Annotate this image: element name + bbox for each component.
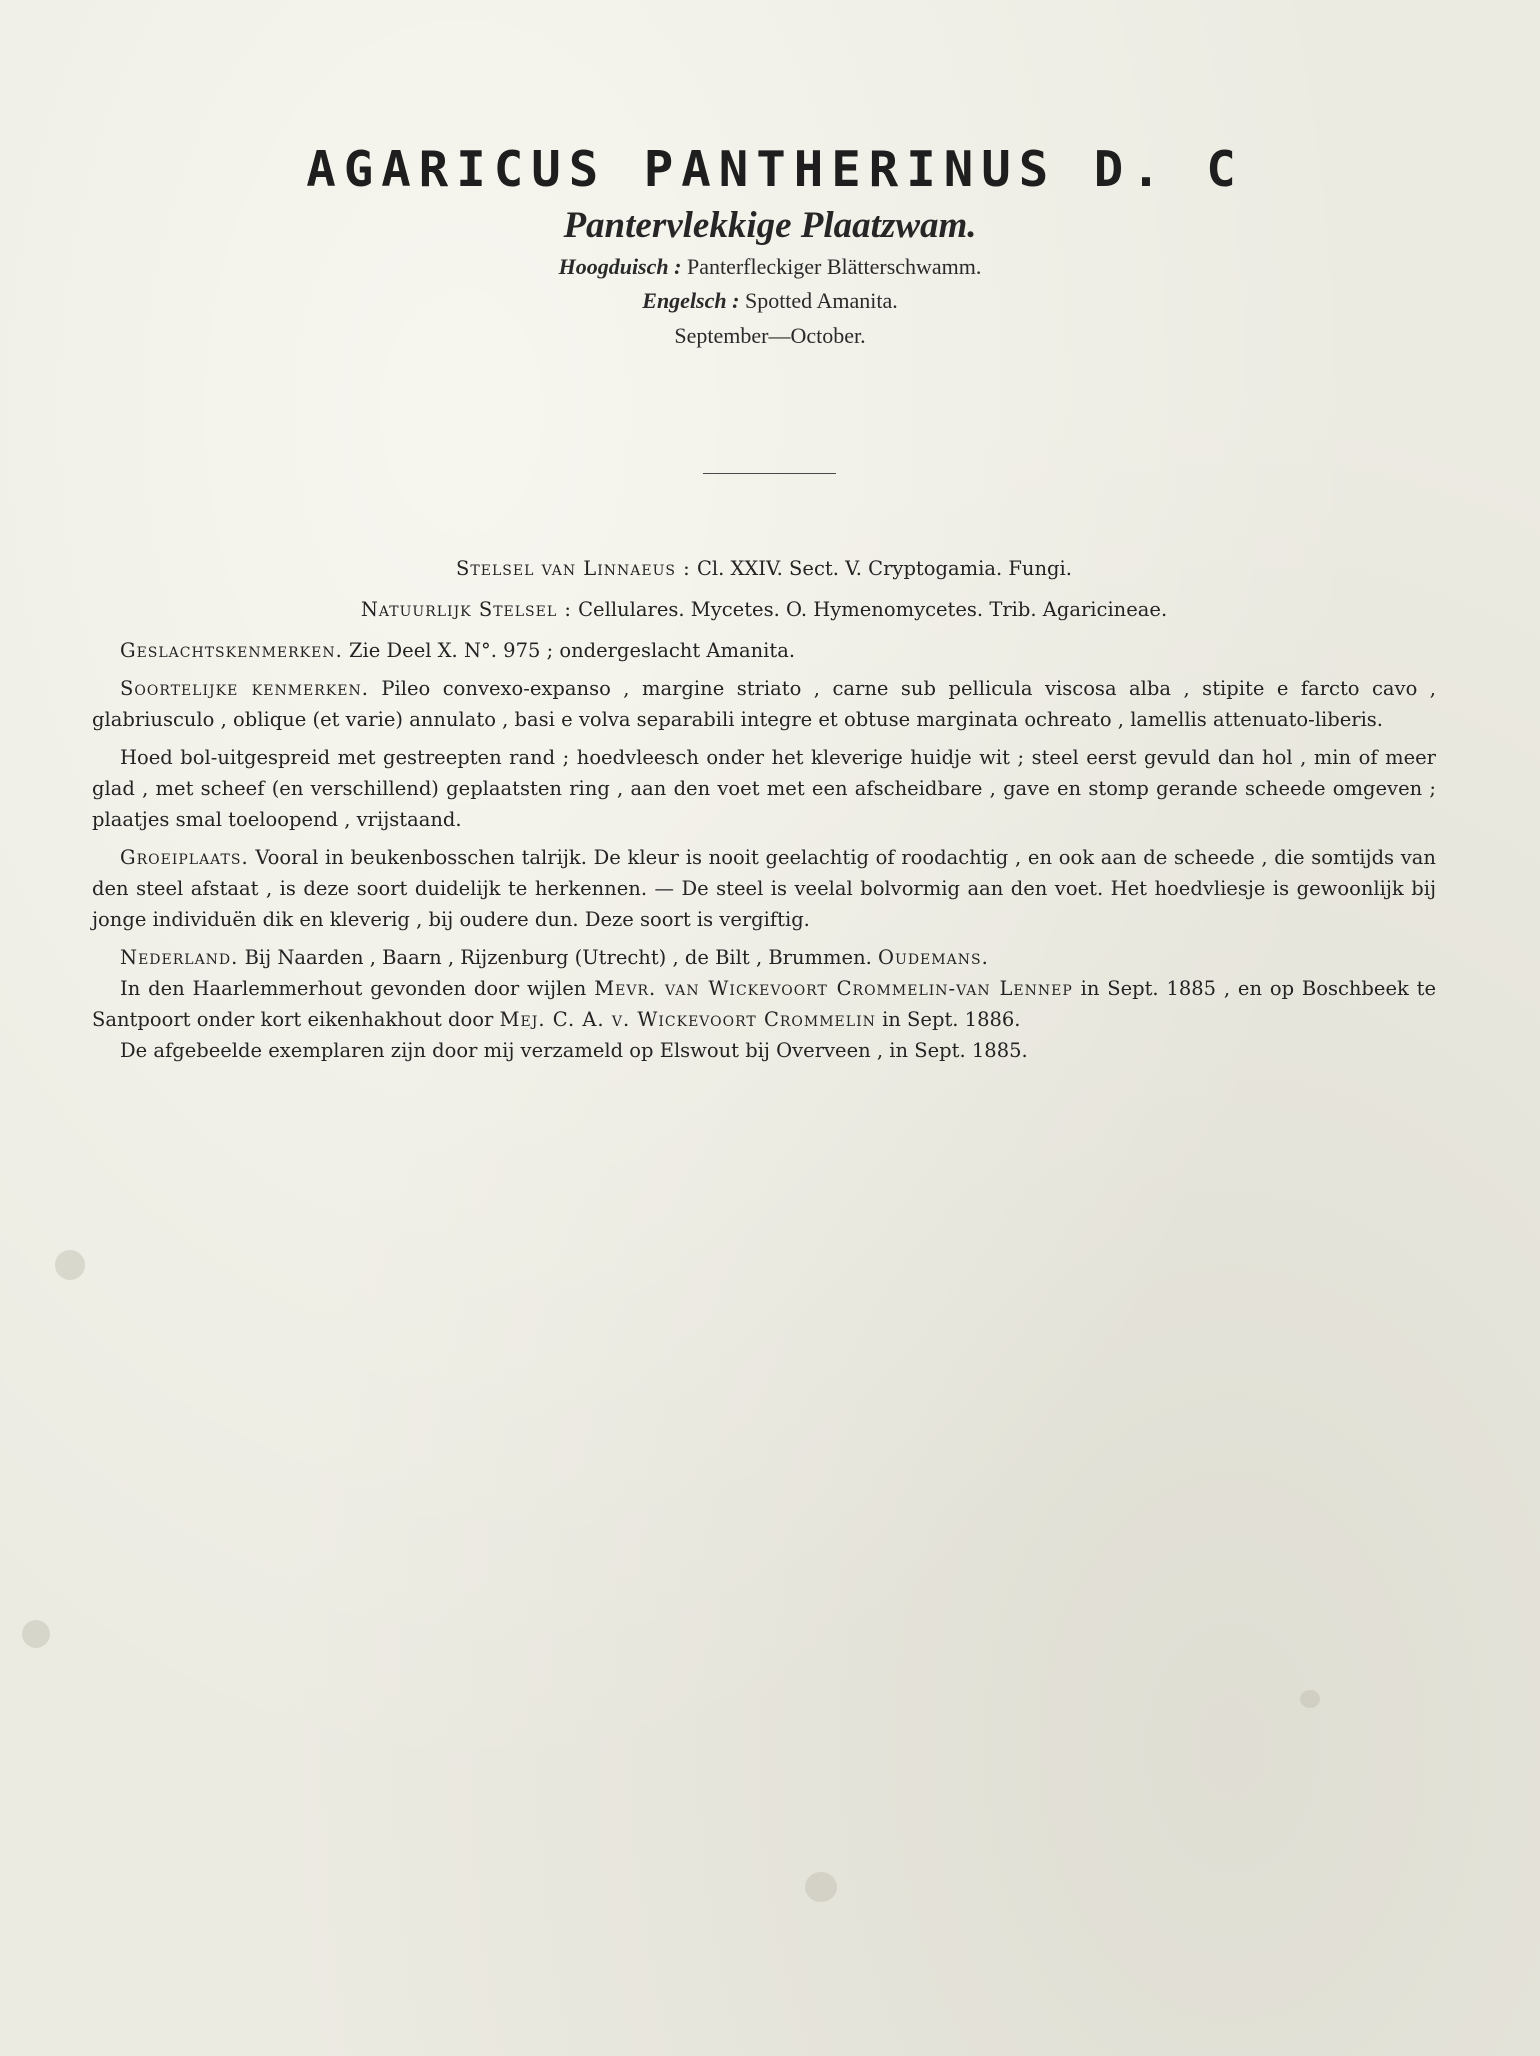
dutch-name: Pantervlekkige Plaatzwam.	[563, 205, 977, 246]
geslachtskenmerken-label: Geslachtskenmerken.	[120, 639, 343, 662]
soortelijke-label: Soortelijke kenmerken.	[120, 677, 369, 700]
stelsel-linnaeus-text: Cl. XXIV. Sect. V. Cryptogamia. Fungi.	[696, 557, 1072, 580]
natuurlijk-stelsel-text: Cellulares. Mycetes. O. Hymenomycetes. Trib. Agaricineae.	[578, 598, 1168, 621]
groeiplaats-label: Groeiplaats.	[120, 846, 249, 869]
german-name-line	[0, 250, 1540, 284]
divider-rule	[703, 473, 836, 474]
geslachtskenmerken	[92, 635, 1436, 666]
nederland-text: Bij Naarden , Baarn , Rijzenburg (Utrecht) , de Bilt , Brummen.	[244, 946, 872, 969]
paper-stain	[805, 1872, 837, 1902]
paper-stain	[1300, 1690, 1320, 1708]
german-label: Hoogduisch :	[558, 254, 682, 279]
haarlemmerhout-part3: in Sept. 1886.	[882, 1008, 1021, 1031]
soortelijke-kenmerken	[92, 673, 1436, 735]
stelsel-linnaeus	[92, 553, 1436, 584]
haarlemmerhout-collector-1: Mevr. van Wickevoort Crommelin-van Lennep	[594, 977, 1073, 1000]
geslachtskenmerken-text: Zie Deel X. N°. 975 ; ondergeslacht Amanita.	[349, 639, 796, 662]
natuurlijk-stelsel	[92, 594, 1436, 625]
afgebeelde-exemplaren: De afgebeelde exemplaren zijn door mij verzameld op Elswout bij Overveen , in Sept. 1885.	[120, 1039, 1028, 1062]
german-name: Panterfleckiger Blätterschwamm.	[686, 254, 982, 279]
hoed-description: Hoed bol-uitgespreid met gestreepten rand ; hoedvleesch onder het kleverige huidje wit ; steel eerst gevuld dan hol , min of meer glad , met scheef (en verschillend) geplaatsten ring , aan den voet met een afscheidbare , gave en stomp gerande scheede omgeven ; plaatjes smal toeloopend , vrijstaand.	[92, 746, 1436, 831]
groeiplaats	[92, 842, 1436, 935]
natuurlijk-stelsel-label: Natuurlijk Stelsel :	[360, 598, 572, 621]
soortelijke-text: Pileo convexo-expanso , margine striato , carne sub pellicula viscosa alba , stipite e farcto cavo , glabriusculo , oblique (et varie) annulato , basi e volva separabili integre et obtuse marginata ochreato , lamellis attenuato-liberis.	[92, 677, 1436, 731]
english-label: Engelsch :	[642, 288, 740, 313]
header-block	[0, 138, 1540, 354]
haarlemmerhout-part2: in Sept. 1885 , en op Boschbeek te Santpoort onder kort eikenhakhout door	[92, 977, 1437, 1031]
groeiplaats-text: Vooral in beukenbosschen talrijk. De kleur is nooit geelachtig of roodachtig , en ook aan de scheede , die somtijds van den steel afstaat , is deze soort duidelijk te herkennen. — De steel is veelal bolvormig aan den voet. Het hoedvliesje is gewoonlijk bij jonge individuën dik en kleverig , bij oudere dun. Deze soort is vergiftig.	[92, 846, 1436, 931]
season: September—October.	[674, 323, 866, 348]
haarlemmerhout	[92, 973, 1436, 1035]
paper-stain	[22, 1620, 50, 1648]
species-title: AGARICUS PANTHERINUS D. C	[306, 141, 1244, 198]
description-body	[92, 553, 1436, 1073]
haarlemmerhout-collector-2: Mej. C. A. v. Wickevoort Crommelin	[499, 1008, 876, 1031]
stelsel-linnaeus-label: Stelsel van Linnaeus :	[456, 557, 691, 580]
nederland	[92, 942, 1436, 973]
english-name-line	[0, 284, 1540, 318]
paper-stain	[55, 1250, 85, 1280]
haarlemmerhout-part1: In den Haarlemmerhout gevonden door wijlen	[120, 977, 587, 1000]
nederland-label: Nederland.	[120, 946, 239, 969]
nederland-author: Oudemans.	[878, 946, 989, 969]
english-name: Spotted Amanita.	[744, 288, 898, 313]
